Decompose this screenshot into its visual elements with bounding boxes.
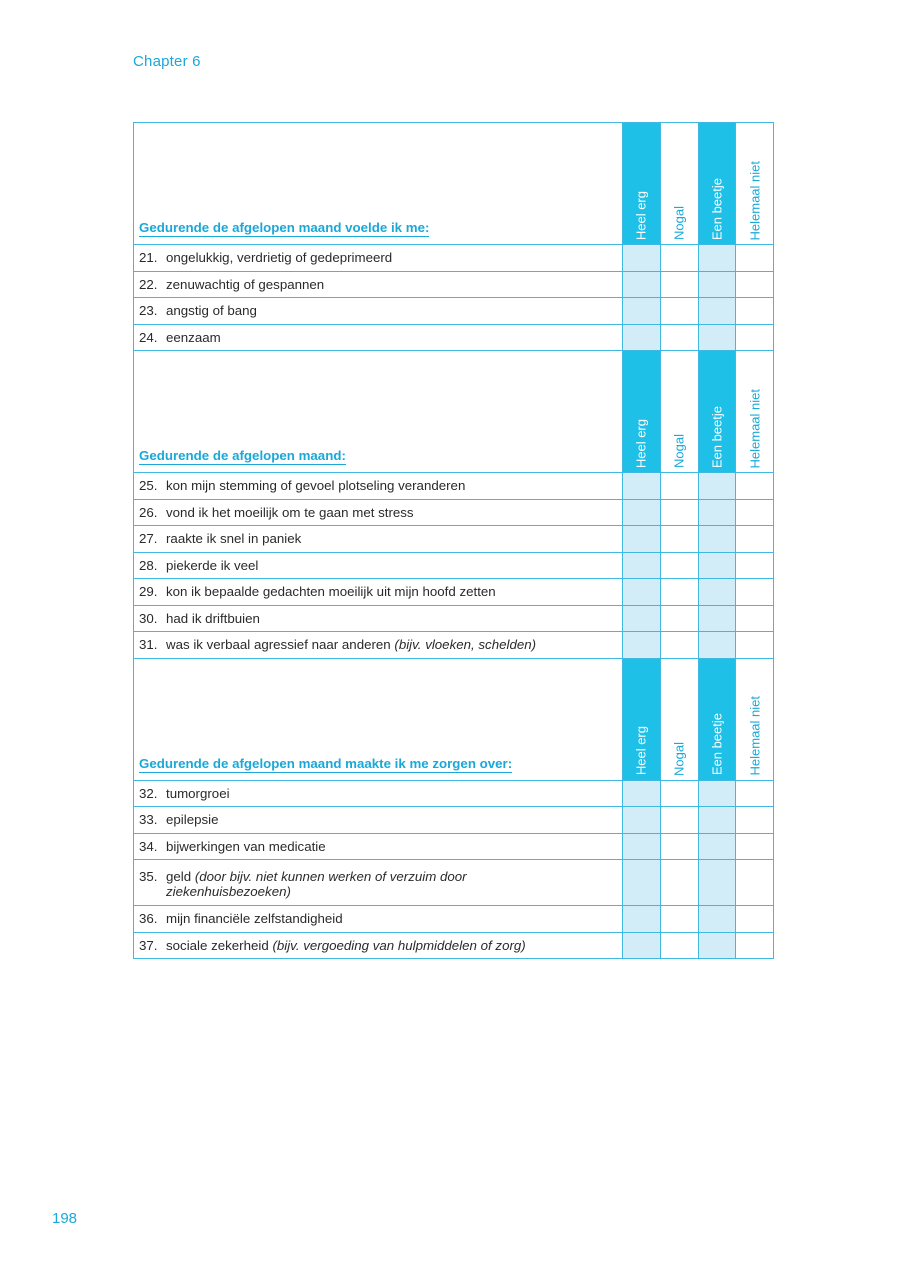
question-row <box>134 552 774 579</box>
question-label: ongelukkig, verdrietig of gedeprimeerd <box>166 250 393 266</box>
question-row <box>134 526 774 553</box>
question-text <box>134 245 623 272</box>
option-header <box>736 658 774 780</box>
option-header-label: Een beetje <box>709 713 725 776</box>
question-label: raakte ik snel in paniek <box>166 531 302 547</box>
answer-cell[interactable] <box>736 473 774 500</box>
answer-cell[interactable] <box>698 632 736 659</box>
answer-cell[interactable] <box>623 324 661 351</box>
answer-cell[interactable] <box>736 579 774 606</box>
question-note: (door bijv. niet kunnen werken of verzuim door <box>194 869 467 884</box>
answer-cell[interactable] <box>698 298 736 325</box>
question-label: sociale zekerheid <box>166 937 273 953</box>
answer-cell[interactable] <box>660 632 698 659</box>
answer-cell[interactable] <box>698 906 736 933</box>
answer-cell[interactable] <box>660 605 698 632</box>
question-row <box>134 833 774 860</box>
question-text <box>134 932 623 959</box>
question-row <box>134 632 774 659</box>
answer-cell[interactable] <box>623 526 661 553</box>
answer-cell[interactable] <box>736 298 774 325</box>
answer-cell[interactable] <box>623 780 661 807</box>
question-number: 35. <box>139 869 158 884</box>
question-row <box>134 298 774 325</box>
question-label: vond ik het moeilijk om te gaan met stress <box>166 504 414 520</box>
answer-cell[interactable] <box>698 324 736 351</box>
question-number: 36. <box>139 911 158 927</box>
answer-cell[interactable] <box>623 499 661 526</box>
question-number: 29. <box>139 584 158 600</box>
question-label: bijwerkingen van medicatie <box>166 838 326 854</box>
answer-cell[interactable] <box>660 807 698 834</box>
answer-cell[interactable] <box>623 605 661 632</box>
page-number: 198 <box>52 1210 78 1227</box>
question-note: (bijv. vloeken, schelden) <box>394 637 537 653</box>
question-label: geld <box>166 869 195 884</box>
question-text <box>134 271 623 298</box>
question-row <box>134 932 774 959</box>
section-title-text: Gedurende de afgelopen maand voelde ik me: <box>139 220 430 235</box>
section-header-row <box>134 351 774 473</box>
question-row <box>134 473 774 500</box>
questionnaire-table <box>133 122 774 959</box>
answer-cell[interactable] <box>736 807 774 834</box>
question-number: 25. <box>139 478 158 494</box>
answer-cell[interactable] <box>698 807 736 834</box>
option-header-label: Helemaal niet <box>747 160 763 240</box>
question-number: 23. <box>139 303 158 319</box>
question-row <box>134 324 774 351</box>
question-number: 28. <box>139 557 158 573</box>
answer-cell[interactable] <box>736 552 774 579</box>
answer-cell[interactable] <box>736 605 774 632</box>
answer-cell[interactable] <box>623 860 661 906</box>
option-header-label: Nogal <box>671 434 687 468</box>
running-head: Chapter 6 <box>133 53 201 70</box>
answer-cell[interactable] <box>623 552 661 579</box>
question-label: epilepsie <box>166 812 219 828</box>
answer-cell[interactable] <box>660 579 698 606</box>
question-label: kon ik bepaalde gedachten moeilijk uit mijn hoofd zetten <box>166 584 496 600</box>
option-header-label: Nogal <box>671 206 687 240</box>
question-text <box>134 552 623 579</box>
answer-cell[interactable] <box>623 579 661 606</box>
answer-cell[interactable] <box>736 245 774 272</box>
answer-cell[interactable] <box>698 526 736 553</box>
question-text <box>134 298 623 325</box>
question-label: had ik driftbuien <box>166 610 260 626</box>
option-header <box>623 351 661 473</box>
question-number: 22. <box>139 276 158 292</box>
section-title <box>134 351 623 473</box>
answer-cell[interactable] <box>623 906 661 933</box>
question-text <box>134 499 623 526</box>
question-label: zenuwachtig of gespannen <box>166 276 325 292</box>
question-number: 24. <box>139 329 158 345</box>
question-label: mijn financiële zelfstandigheid <box>166 911 343 927</box>
question-row <box>134 245 774 272</box>
question-row <box>134 807 774 834</box>
answer-cell[interactable] <box>623 807 661 834</box>
question-label: piekerde ik veel <box>166 557 259 573</box>
question-number: 33. <box>139 812 158 828</box>
question-label: eenzaam <box>166 329 221 345</box>
answer-cell[interactable] <box>698 245 736 272</box>
question-label: angstig of bang <box>166 303 257 319</box>
option-header-label: Heel erg <box>633 726 649 776</box>
question-note: (bijv. vergoeding van hulpmiddelen of zorg) <box>272 937 526 953</box>
answer-cell[interactable] <box>736 499 774 526</box>
answer-cell[interactable] <box>698 605 736 632</box>
question-text <box>134 807 623 834</box>
answer-cell[interactable] <box>623 833 661 860</box>
question-number: 26. <box>139 504 158 520</box>
answer-cell[interactable] <box>623 245 661 272</box>
answer-cell[interactable] <box>660 473 698 500</box>
answer-cell[interactable] <box>736 833 774 860</box>
answer-cell[interactable] <box>698 780 736 807</box>
question-number: 21. <box>139 250 158 266</box>
option-header <box>660 658 698 780</box>
answer-cell[interactable] <box>698 552 736 579</box>
question-row <box>134 579 774 606</box>
question-note-continued: ziekenhuisbezoeken) <box>166 884 291 899</box>
option-header-label: Nogal <box>671 741 687 776</box>
option-header <box>660 123 698 245</box>
answer-cell[interactable] <box>660 932 698 959</box>
question-number: 27. <box>139 531 158 547</box>
question-text <box>134 780 623 807</box>
option-header-label: Helemaal niet <box>747 388 763 468</box>
answer-cell[interactable] <box>698 932 736 959</box>
question-label: tumorgroei <box>166 785 230 801</box>
answer-cell[interactable] <box>736 932 774 959</box>
question-number: 31. <box>139 637 158 653</box>
option-header-label: Een beetje <box>709 177 725 240</box>
question-text <box>134 860 623 906</box>
question-text <box>134 473 623 500</box>
answer-cell[interactable] <box>660 526 698 553</box>
answer-cell[interactable] <box>623 271 661 298</box>
question-number: 37. <box>139 937 158 953</box>
option-header <box>623 658 661 780</box>
question-text <box>134 526 623 553</box>
option-header <box>660 351 698 473</box>
question-row <box>134 906 774 933</box>
answer-cell[interactable] <box>660 860 698 906</box>
answer-cell[interactable] <box>736 324 774 351</box>
question-row <box>134 499 774 526</box>
answer-cell[interactable] <box>660 298 698 325</box>
option-header <box>698 658 736 780</box>
section-header-row <box>134 658 774 780</box>
option-header <box>736 123 774 245</box>
question-number: 34. <box>139 838 158 854</box>
answer-cell[interactable] <box>660 833 698 860</box>
section-title <box>134 123 623 245</box>
answer-cell[interactable] <box>698 499 736 526</box>
answer-cell[interactable] <box>623 473 661 500</box>
question-text <box>134 605 623 632</box>
answer-cell[interactable] <box>660 324 698 351</box>
option-header-label: Helemaal niet <box>747 696 763 776</box>
question-text <box>134 632 623 659</box>
option-header <box>736 351 774 473</box>
section-title-text: Gedurende de afgelopen maand maakte ik me zorgen over: <box>139 755 513 771</box>
option-header-label: Heel erg <box>633 418 649 468</box>
answer-cell[interactable] <box>736 526 774 553</box>
answer-cell[interactable] <box>698 833 736 860</box>
question-label: was ik verbaal agressief naar anderen <box>166 637 395 653</box>
answer-cell[interactable] <box>698 860 736 906</box>
option-header-label: Een beetje <box>709 405 725 468</box>
option-header-label: Heel erg <box>633 190 649 240</box>
answer-cell[interactable] <box>698 579 736 606</box>
answer-cell[interactable] <box>736 906 774 933</box>
question-text <box>134 579 623 606</box>
option-header <box>623 123 661 245</box>
question-text <box>134 906 623 933</box>
answer-cell[interactable] <box>623 932 661 959</box>
answer-cell[interactable] <box>698 473 736 500</box>
option-header <box>698 351 736 473</box>
answer-cell[interactable] <box>660 552 698 579</box>
question-label: kon mijn stemming of gevoel plotseling veranderen <box>166 478 466 494</box>
question-row <box>134 780 774 807</box>
question-text <box>134 833 623 860</box>
answer-cell[interactable] <box>623 632 661 659</box>
answer-cell[interactable] <box>698 271 736 298</box>
answer-cell[interactable] <box>736 271 774 298</box>
answer-cell[interactable] <box>623 298 661 325</box>
answer-cell[interactable] <box>660 271 698 298</box>
question-text <box>134 324 623 351</box>
question-row <box>134 860 774 906</box>
answer-cell[interactable] <box>660 906 698 933</box>
section-title-text: Gedurende de afgelopen maand: <box>139 448 346 463</box>
question-number: 30. <box>139 610 158 626</box>
answer-cell[interactable] <box>736 780 774 807</box>
option-header <box>698 123 736 245</box>
answer-cell[interactable] <box>660 245 698 272</box>
answer-cell[interactable] <box>660 780 698 807</box>
answer-cell[interactable] <box>660 499 698 526</box>
question-row <box>134 605 774 632</box>
question-number: 32. <box>139 785 158 801</box>
answer-cell[interactable] <box>736 632 774 659</box>
question-row <box>134 271 774 298</box>
section-header-row <box>134 123 774 245</box>
section-title <box>134 658 623 780</box>
answer-cell[interactable] <box>736 860 774 906</box>
